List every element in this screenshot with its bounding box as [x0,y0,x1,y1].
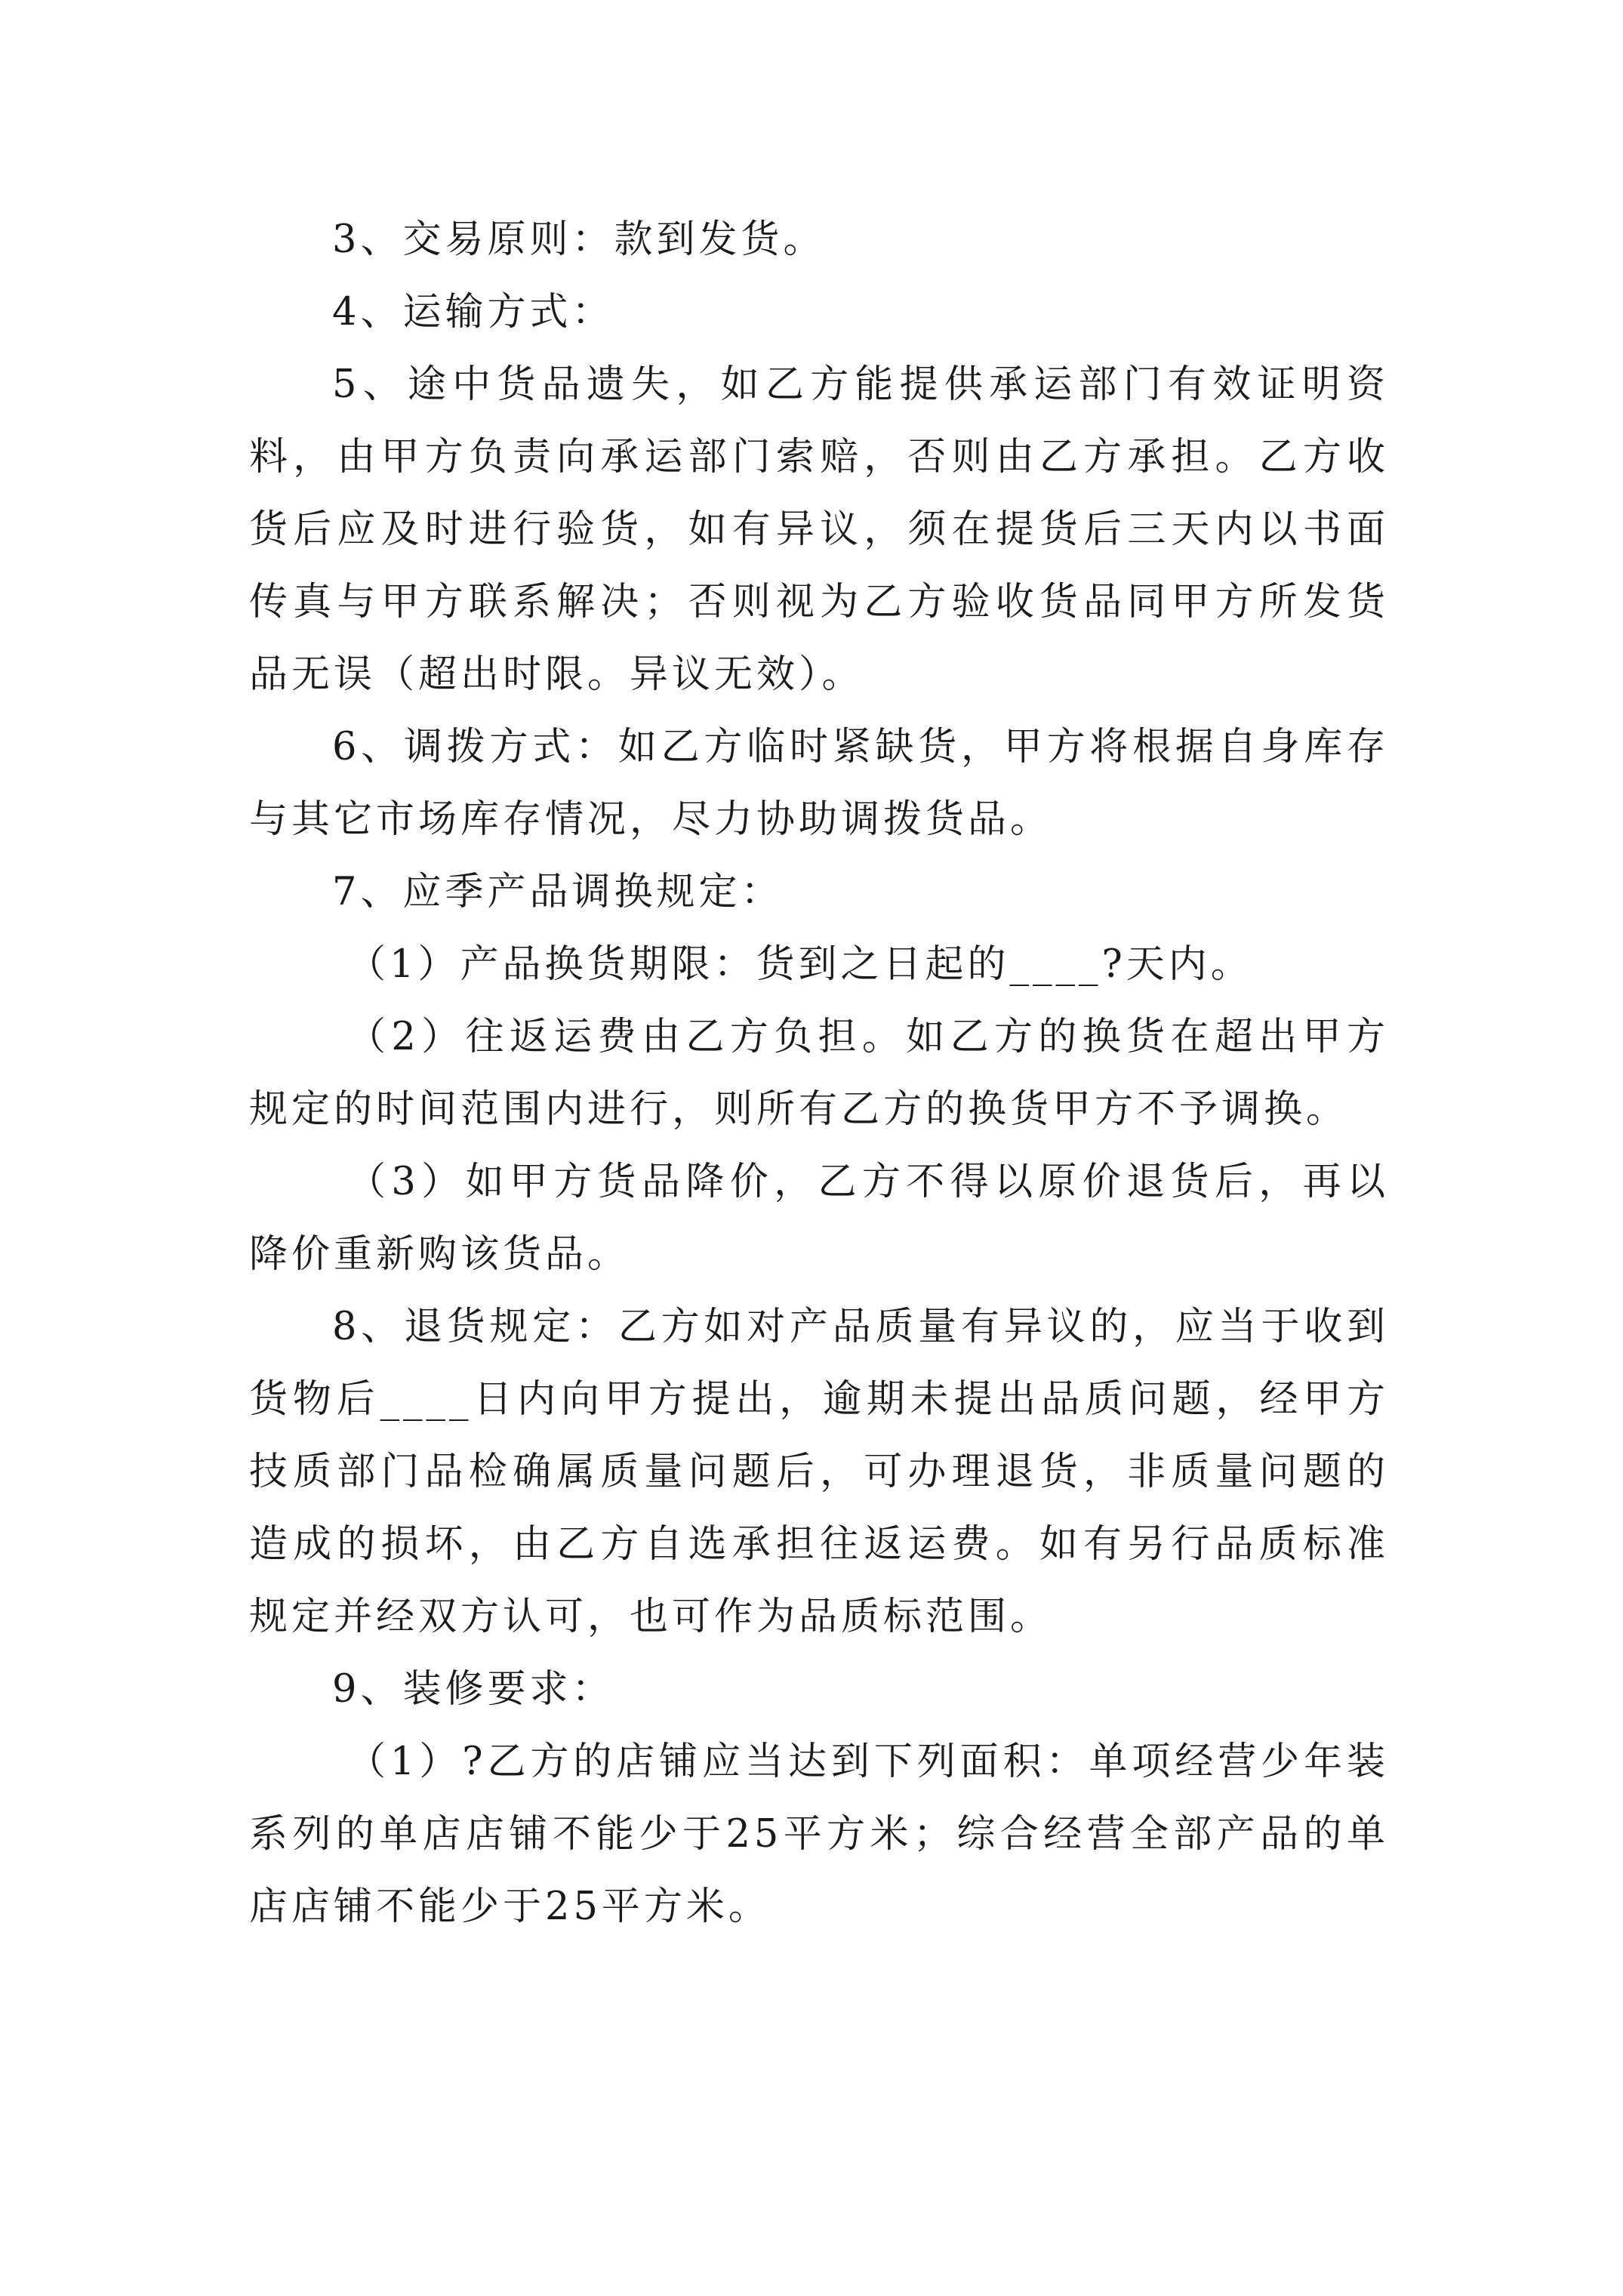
paragraph-item-4: 4、运输方式： [332,290,614,334]
paragraph-item-6: 6、调拨方式：如乙方临时紧缺货，甲方将根据自身库存与其它市场库存情况，尽力协助调拨货品。 [249,725,1389,842]
paragraph-item-7-3: （3）如甲方货品降价，乙方不得以原价退货后，再以降价重新购该货品。 [249,1160,1389,1277]
paragraph-item-3: 3、交易原则：款到发货。 [332,217,826,262]
document-body [249,204,1389,1943]
paragraph-item-7-2: （2）往返运费由乙方负担。如乙方的换货在超出甲方规定的时间范围内进行，则所有乙方的换货甲方不予调换。 [249,1015,1389,1132]
paragraph-item-7: 7、应季产品调换规定： [332,870,784,914]
paragraph-item-9-1: （1）?乙方的店铺应当达到下列面积：单项经营少年装系列的单店店铺不能少于25平方米；综合经营全部产品的单店店铺不能少于25平方米。 [249,1740,1389,1929]
paragraph-item-7-1: （1）产品换货期限：货到之日起的____?天内。 [347,942,1253,987]
paragraph-item-8: 8、退货规定：乙方如对产品质量有异议的，应当于收到货物后____日内向甲方提出，逾期未提出品质问题，经甲方技质部门品检确属质量问题后，可办理退货，非质量问题的造成的损坏，由乙方自选承担往返运费。如有另行品质标准规定并经双方认可，也可作为品质标范围。 [249,1305,1389,1639]
paragraph-item-5: 5、途中货品遗失，如乙方能提供承运部门有效证明资料，由甲方负责向承运部门索赔，否则由乙方承担。乙方收货后应及时进行验货，如有异议，须在提货后三天内以书面传真与甲方联系解决；否则视为乙方验收货品同甲方所发货品无误（超出时限。异议无效）。 [249,362,1389,697]
paragraph-item-9: 9、装修要求： [332,1667,614,1712]
